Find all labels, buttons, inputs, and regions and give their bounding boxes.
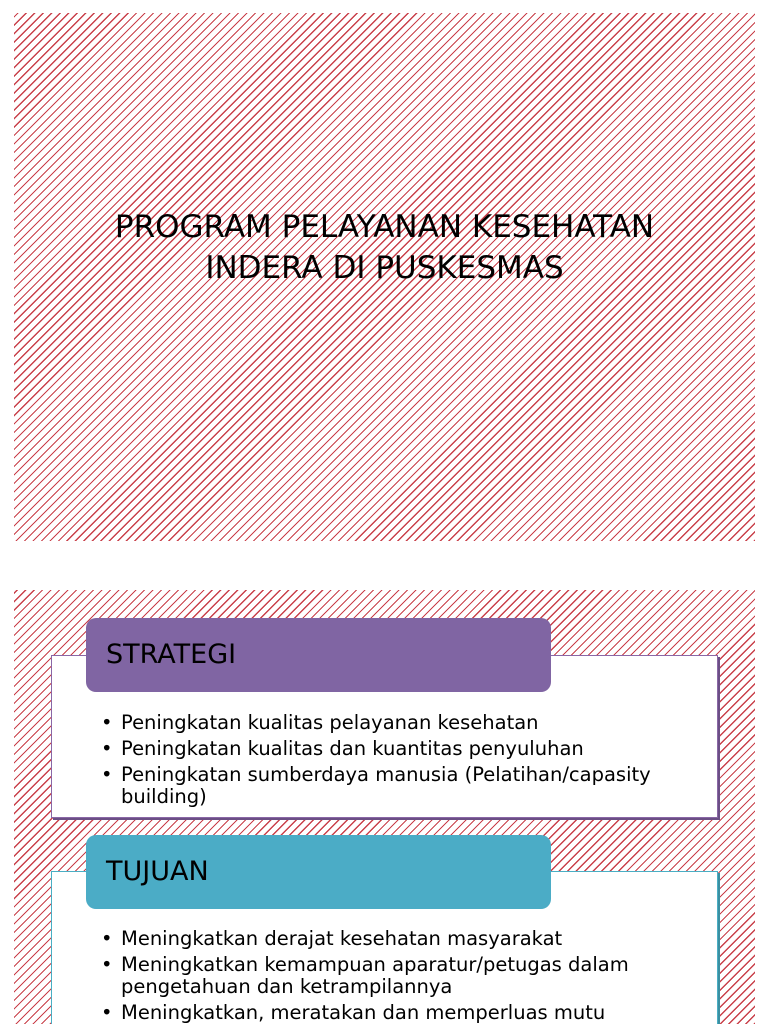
strategi-list	[98, 712, 698, 812]
bullet-icon: •	[101, 763, 113, 786]
slide-title	[14, 207, 755, 289]
list-item-text: Peningkatan sumberdaya manusia (Pelatihan/capasity building)	[121, 763, 651, 808]
list-item	[98, 954, 698, 998]
list-item-text: Meningkatkan derajat kesehatan masyarakat	[121, 927, 563, 950]
list-item	[98, 1002, 698, 1024]
list-item-text: Meningkatkan, meratakan dan memperluas mutu	[121, 1001, 606, 1024]
strategi-header: STRATEGI	[86, 618, 551, 692]
tujuan-list	[98, 928, 698, 1024]
title-line-1: PROGRAM PELAYANAN KESEHATAN	[114, 209, 655, 245]
list-item	[98, 928, 698, 950]
bullet-icon: •	[101, 927, 113, 950]
bullet-icon: •	[101, 711, 113, 734]
list-item	[98, 738, 698, 760]
bullet-icon: •	[101, 1001, 113, 1024]
list-item	[98, 764, 698, 808]
title-slide	[14, 13, 755, 541]
list-item-text: Meningkatkan kemampuan aparatur/petugas dalam pengetahuan dan ketrampilannya	[121, 953, 629, 998]
bullet-icon: •	[101, 737, 113, 760]
list-item-text: Peningkatan kualitas pelayanan kesehatan	[121, 711, 539, 734]
bullet-icon: •	[101, 953, 113, 976]
tujuan-header: TUJUAN	[86, 835, 551, 909]
title-line-2: INDERA DI PUSKESMAS	[205, 250, 564, 286]
list-item	[98, 712, 698, 734]
content-slide	[14, 590, 755, 1024]
list-item-text: Peningkatan kualitas dan kuantitas penyuluhan	[121, 737, 584, 760]
